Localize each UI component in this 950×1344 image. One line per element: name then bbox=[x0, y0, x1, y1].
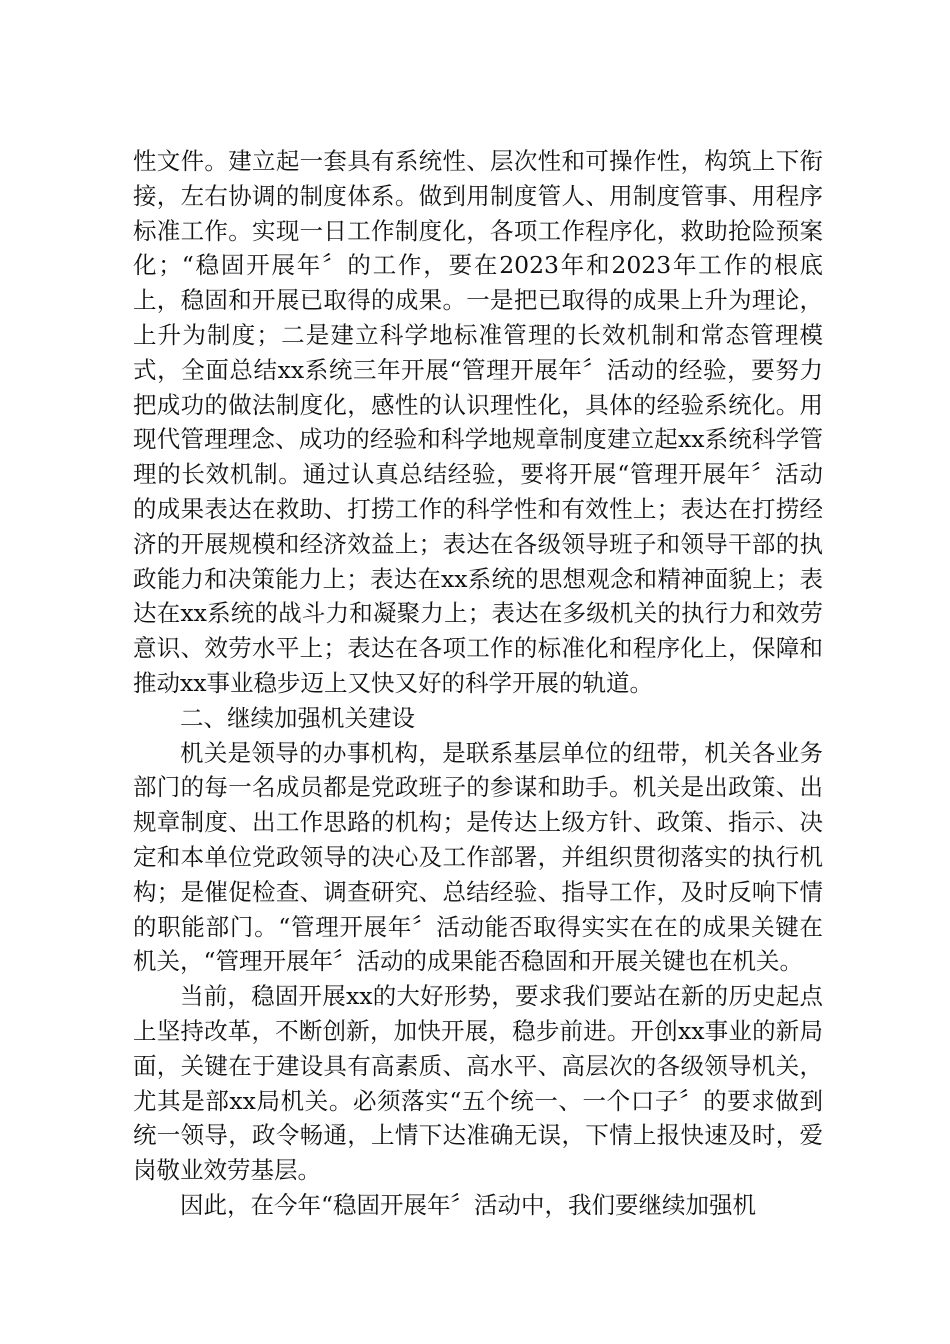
paragraph: 因此，在今年“稳固开展年〞活动中，我们要继续加强机 bbox=[180, 1190, 757, 1219]
paragraph-continuation: 性文件。建立起一套具有系统性、层次性和可操作性，构筑上下衔接，左右协调的制度体系。做到用制度管人、用制度管事、用程序标准工作。实现一日工作制度化，各项工作程序化，救助抢险预案化；“稳固开展年〞的工作，要在2023年和2023年工作的根底上，稳固和开展已取得的成果。一是把已取得的成果上升为理论，上升为制度；二是建立科学地标准管理的长效机制和常态管理模式，全面总结xx系统三年开展“管理开展年〞活动的经验，要努力把成功的做法制度化，感性的认识理性化，具体的经验系统化。用现代管理理念、成功的经验和科学地规章制度建立起xx系统科学管理的长效机制。通过认真总结经验，要将开展“管理开展年〞活动的成果表达在救助、打捞工作的科学性和有效性上；表达在打捞经济的开展规模和经济效益上；表达在各级领导班子和领导干部的执政能力和决策能力上；表达在xx系统的思想观念和精神面貌上；表达在xx系统的战斗力和凝聚力上；表达在多级机关的执行力和效劳意识、效劳水平上；表达在各项工作的标准化和程序化上，保障和推动xx事业稳步迈上又快又好的科学开展的轨道。 bbox=[133, 147, 823, 697]
paragraph: 机关是领导的办事机构，是联系基层单位的纽带，机关各业务部门的每一名成员都是党政班子的参谋和助手。机关是出政策、出规章制度、出工作思路的机构；是传达上级方针、政策、指示、决定和本单位党政领导的决心及工作部署，并组织贯彻落实的执行机构；是催促检查、调查研究、总结经验、指导工作，及时反响下情的职能部门。“管理开展年〞活动能否取得实实在在的成果关键在机关，“管理开展年〞活动的成果能否稳固和开展关键也在机关。 bbox=[133, 738, 823, 976]
paragraph: 当前，稳固开展xx的大好形势，要求我们要站在新的历史起点上坚持改革，不断创新，加快开展，稳步前进。开创xx事业的新局面，关键在于建设具有高素质、高水平、高层次的各级领导机关，尤其是部xx局机关。必须落实“五个统一、一个口子〞的要求做到统一领导，政令畅通，上情下达准确无误，下情上报快速及时，爱岗敬业效劳基层。 bbox=[133, 982, 823, 1185]
document-body bbox=[133, 144, 823, 1223]
section-heading: 二、继续加强机关建设 bbox=[180, 703, 415, 732]
